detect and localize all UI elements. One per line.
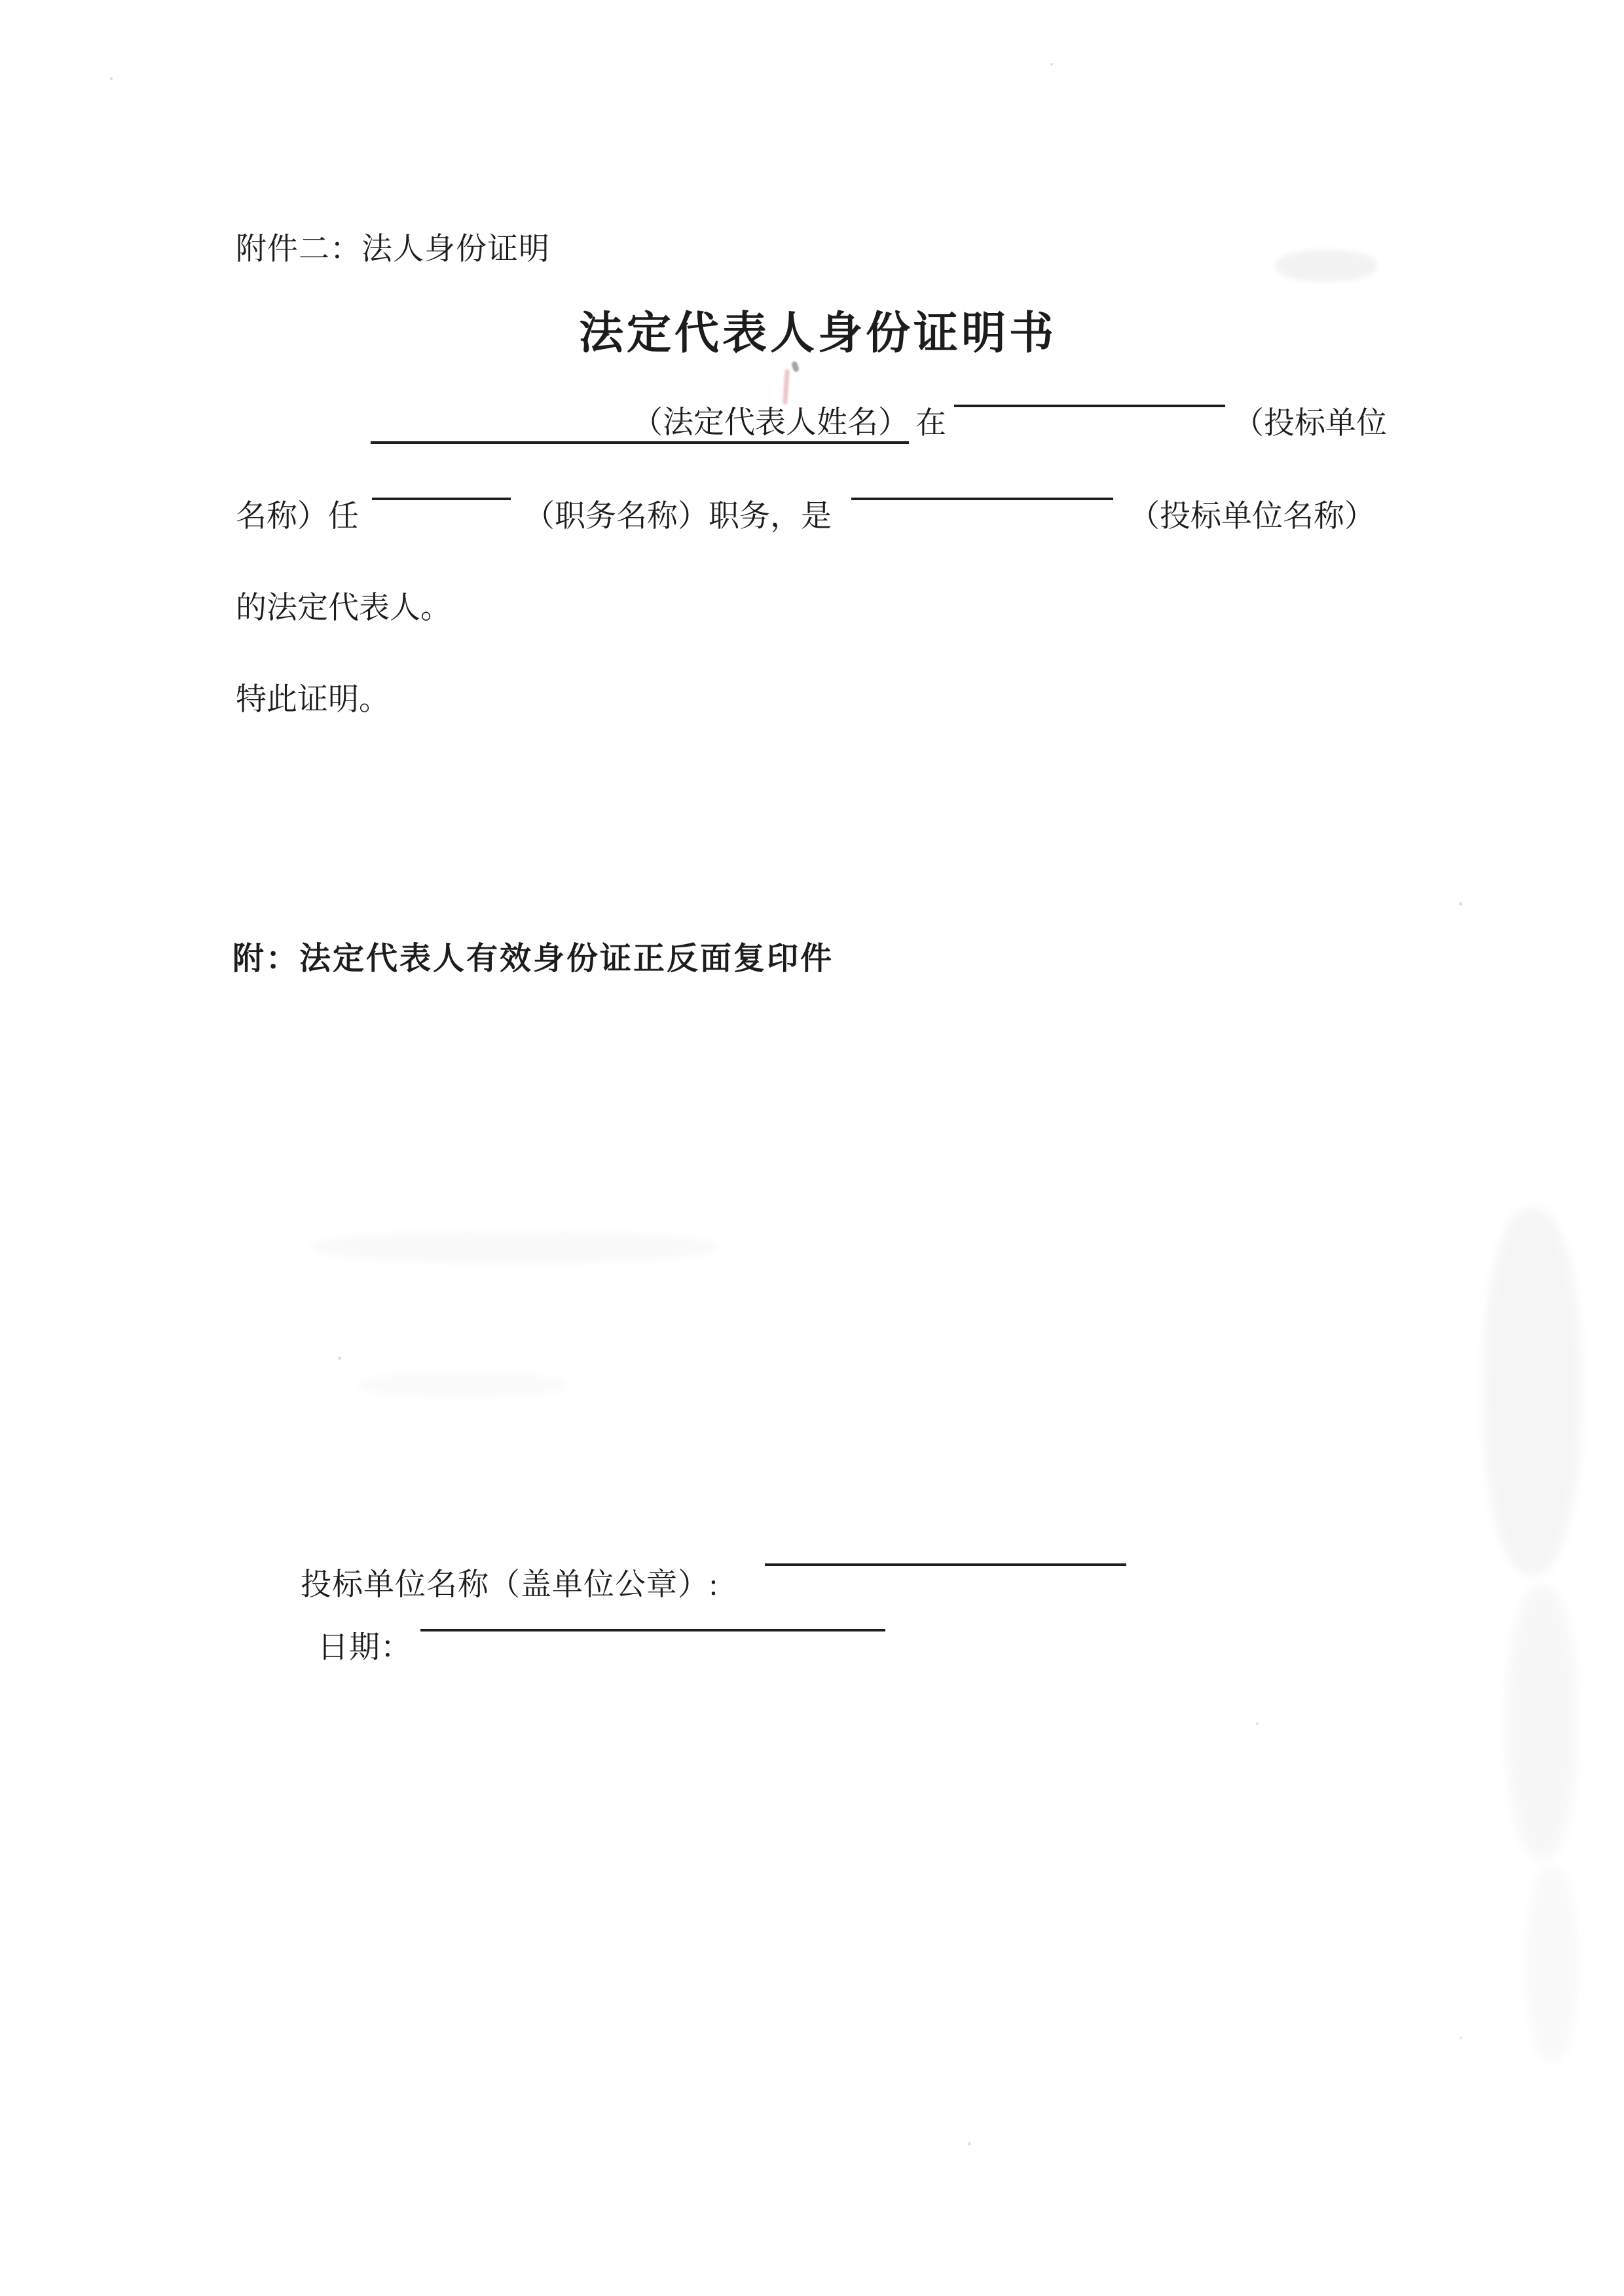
blank-field-company-name	[765, 1563, 1126, 1566]
scan-pink-mark	[783, 369, 790, 405]
scan-bleed-smudge	[1526, 1866, 1578, 2062]
scan-speck	[1050, 63, 1053, 65]
company-seal-label: 投标单位名称（盖单位公章）:	[301, 1568, 719, 1602]
text-bidder-unit-open: （投标单位	[1233, 407, 1387, 441]
scan-bleed-smudge	[1276, 250, 1377, 282]
scan-speck	[338, 1357, 341, 1360]
body-line-hereby-certify: 特此证明。	[236, 683, 390, 717]
legal-rep-name-field: （法定代表人姓名）	[371, 405, 909, 444]
attachment-label: 附件二：法人身份证明	[236, 232, 550, 266]
text-connector-zai: 在	[915, 407, 946, 441]
scan-bleed-smudge	[1506, 1584, 1578, 1859]
scan-speck	[1256, 1722, 1259, 1725]
page-title: 法定代表人身份证明书	[579, 308, 1058, 358]
attachment-note: 附：法定代表人有效身份证正反面复印件	[232, 941, 834, 976]
scan-speck	[968, 2142, 971, 2145]
scan-bleed-smudge	[1483, 1208, 1581, 1575]
blank-field-date	[420, 1629, 885, 1631]
text-unit-close-prefix: 名称）任	[236, 500, 359, 534]
blank-field-position-name	[372, 498, 511, 500]
scan-speck	[791, 361, 800, 373]
scan-speck	[1460, 2037, 1462, 2039]
body-line-legal-rep: 的法定代表人。	[236, 591, 451, 625]
scan-bleed-smudge	[311, 1231, 717, 1264]
blank-field-bidder-unit-name-2	[851, 498, 1113, 500]
blank-field-bidder-unit-name	[954, 405, 1225, 407]
scan-speck	[110, 77, 113, 80]
text-bidder-unit-label: （投标单位名称）	[1129, 500, 1375, 534]
text-position-label: （职务名称）职务，是	[524, 500, 832, 534]
date-label: 日期：	[318, 1631, 412, 1665]
scan-speck	[1459, 902, 1462, 905]
scan-bleed-smudge	[357, 1372, 566, 1398]
